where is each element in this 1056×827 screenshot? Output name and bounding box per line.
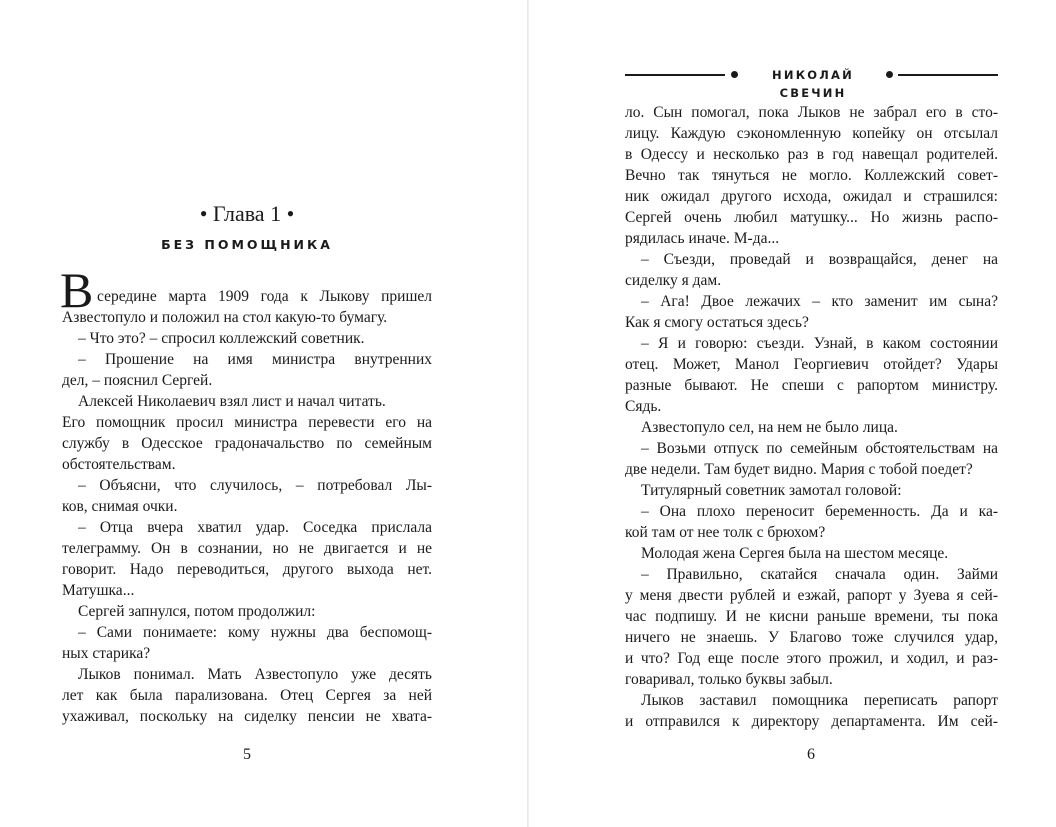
text-line: у меня двести рублей и езжай, рапорт у Зуева я сей-	[625, 587, 998, 604]
text-line: рядилась иначе. М-да...	[625, 230, 780, 247]
header-rule-right	[898, 74, 998, 76]
text-line: говорит. Надо переводиться, другого выхода нет.	[62, 561, 432, 578]
text-line: две недели. Там будет видно. Мария с тобой поедет?	[625, 461, 973, 478]
text-line: Его помощник просил министра перевести его на	[62, 414, 432, 431]
text-line: час подпишу. И не кисни раньше времени, ты пока	[625, 608, 998, 625]
text-line: Алексей Николаевич взял лист и начал читать.	[78, 393, 386, 410]
chapter-title: БЕЗ ПОМОЩНИКА	[161, 237, 333, 252]
text-line: кой там от нее толк с брюхом?	[625, 524, 826, 541]
left-page	[0, 0, 527, 827]
drop-cap: В	[60, 262, 94, 318]
text-line: Азвестопуло и положил на стол какую-то бумагу.	[62, 309, 388, 326]
text-line: Вечно так тянуться не могло. Коллежский совет-	[625, 167, 998, 184]
text-line: – Ага! Двое лежачих – кто заменит им сына?	[641, 293, 998, 310]
text-line: лицу. Каждую сэкономленную копейку он отсылал	[625, 125, 998, 142]
header-rule-left	[625, 74, 725, 76]
text-line: ничего не знаешь. У Благово тоже случился удар,	[625, 629, 998, 646]
text-line: – Возьми отпуск по семейным обстоятельствам на	[641, 440, 998, 457]
text-line: Сядь.	[625, 398, 662, 415]
right-page	[529, 0, 1056, 827]
text-line: Лыков заставил помощника переписать рапорт	[641, 692, 998, 709]
chapter-heading: • Глава 1 •	[199, 201, 295, 226]
text-line: – Она плохо переносит беременность. Да и ка-	[641, 503, 998, 520]
text-line: ник ожидал другого исхода, ожидал и страшился:	[625, 188, 998, 205]
text-line: – Съезди, проведай и возвращайся, денег на	[641, 251, 998, 268]
page-number-right: 6	[807, 746, 815, 763]
text-line: – Отца вчера хватил удар. Соседка прислала	[78, 519, 432, 536]
text-line: и отправился к директору департамента. Им сей-	[625, 713, 998, 730]
running-header	[625, 66, 998, 100]
text-line: – Я и говорю: съезди. Узнай, в каком состоянии	[641, 335, 998, 352]
text-line: Сергей запнулся, потом продолжил:	[78, 603, 316, 620]
text-line: Как я смогу остаться здесь?	[625, 314, 809, 331]
text-line: – Правильно, скатайся сначала один. Займи	[641, 566, 998, 583]
text-line: отец. Может, Манол Георгиевич отойдет? Удары	[625, 356, 998, 373]
text-line: обстоятельствам.	[62, 456, 176, 473]
text-line: и что? Год еще после этого прожил, и ходил, и раз-	[625, 650, 998, 667]
page-number-left: 5	[243, 746, 251, 763]
text-line: дел, – пояснил Сергей.	[62, 372, 213, 389]
text-line: Молодая жена Сергея была на шестом месяце.	[641, 545, 949, 562]
text-line: ухаживал, поскольку на сиделку пенсии не хвата-	[62, 708, 432, 725]
text-line: – Прошение на имя министра внутренних	[78, 351, 432, 368]
text-line: телеграмму. Он в сознании, но не двигается и не	[62, 540, 432, 557]
text-line: Лыков понимал. Мать Азвестопуло уже десять	[78, 666, 432, 683]
running-header-author: НИКОЛАЙ СВЕЧИН	[772, 68, 854, 100]
text-line: говаривал, только буквы забыл.	[625, 671, 833, 688]
text-line: середине марта 1909 года к Лыкову пришел	[97, 288, 432, 305]
text-line: – Объясни, что случилось, – потребовал Лы-	[78, 477, 432, 494]
text-line: Азвестопуло сел, на нем не было лица.	[641, 419, 898, 436]
text-line: лет как была парализована. Отец Сергея за ней	[62, 687, 432, 704]
text-line: в Одессу и несколько раз в год навещал родителей.	[625, 146, 998, 163]
text-line: Сергей очень любил матушку... Но жизнь распо-	[625, 209, 998, 226]
text-line: Матушка...	[62, 582, 135, 599]
text-line: службу в Одесское градоначальство по семейным	[62, 435, 432, 452]
text-line: – Что это? – спросил коллежский советник.	[78, 330, 365, 347]
text-line: Титулярный советник замотал головой:	[641, 482, 902, 499]
text-line: сиделку я дам.	[625, 272, 722, 289]
text-line: ных старика?	[62, 645, 151, 662]
header-dot-left	[731, 71, 738, 78]
text-line: – Сами понимаете: кому нужны два беспомощ-	[78, 624, 432, 641]
text-line: ло. Сын помогал, пока Лыков не забрал его в сто-	[625, 104, 998, 121]
header-dot-right	[886, 71, 893, 78]
text-line: разные бывают. Не спеши с рапортом министру.	[625, 377, 998, 394]
text-line: ков, снимая очки.	[62, 498, 178, 515]
